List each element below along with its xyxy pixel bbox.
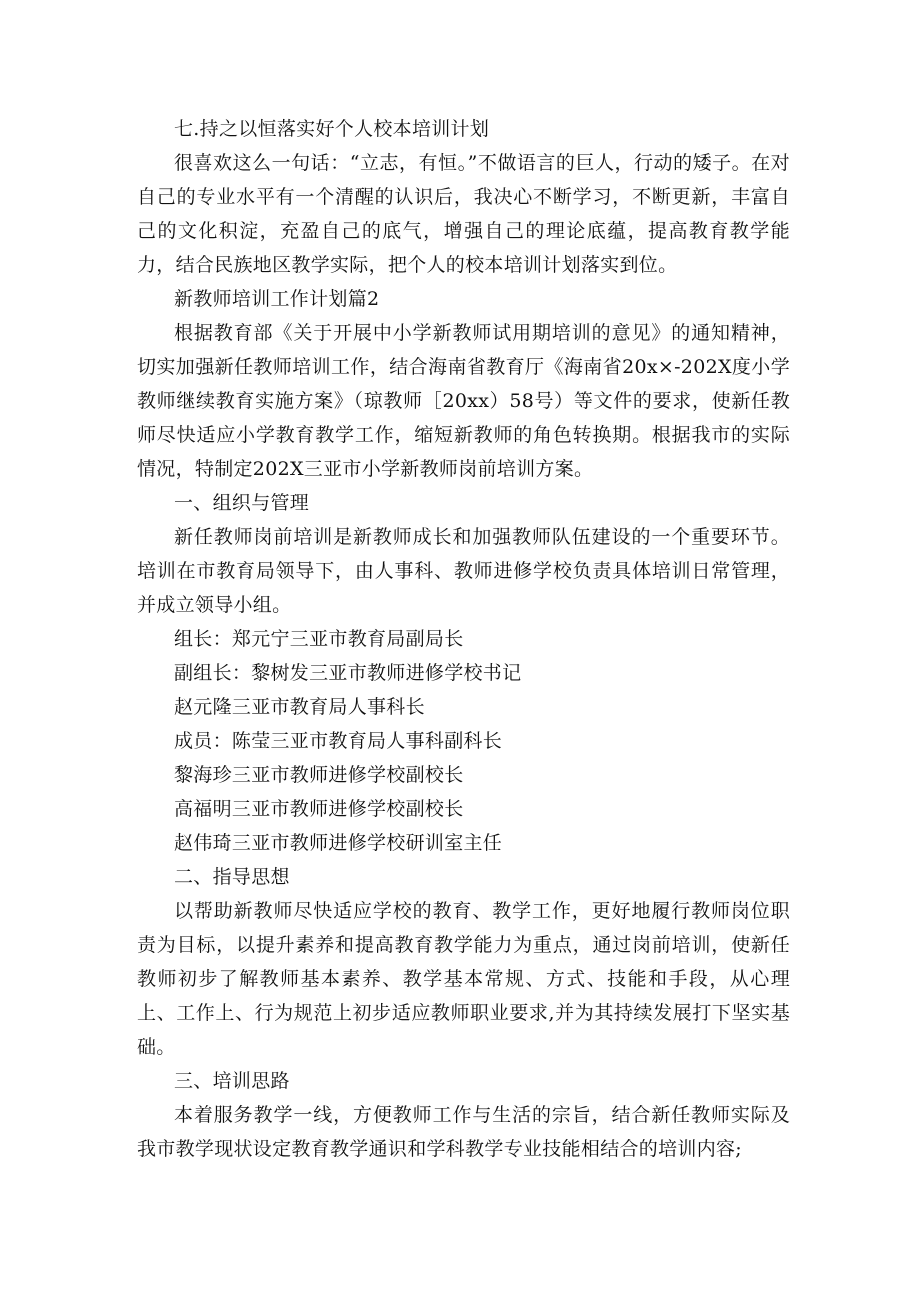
member-list-item: 黎海珍三亚市教师进修学校副校长 — [174, 764, 464, 786]
body-paragraph: 新任教师岗前培训是新教师成长和加强教师队伍建设的一个重要环节。培训在市教育局领导下，由人事科、教师进修学校负责具体培训日常管理，并成立领导小组。 — [137, 526, 790, 616]
leader-list-item: 组长：郑元宁三亚市教育局副局长 — [174, 628, 464, 650]
document-subtitle: 新教师培训工作计划篇2 — [174, 288, 380, 310]
member-list-item: 赵伟琦三亚市教师进修学校研训室主任 — [174, 832, 503, 854]
member-list-item: 成员：陈莹三亚市教育局人事科副科长 — [174, 730, 503, 752]
member-list-item: 高福明三亚市教师进修学校副校长 — [174, 798, 464, 820]
section-heading-seven: 七.持之以恒落实好个人校本培训计划 — [174, 118, 490, 140]
body-paragraph: 根据教育部《关于开展中小学新教师试用期培训的意见》的通知精神，切实加强新任教师培训工作，结合海南省教育厅《海南省20x×-202X度小学教师继续教育实施方案》（琼教师［20xx）58号）等文件的要求，使新任教师尽快适应小学教育教学工作，缩短新教师的角色转换期。根据我市的实际情况，特制定202X三亚市小学新教师岗前培训方案。 — [137, 322, 790, 480]
document-page — [137, 112, 790, 1166]
body-paragraph: 很喜欢这么一句话：“立志，有恒。”不做语言的巨人，行动的矮子。在对自己的专业水平有一个清醒的认识后，我决心不断学习，不断更新，丰富自己的文化积淀，充盈自己的底气，增强自己的理论底蕴，提高教育教学能力，结合民族地区教学实际，把个人的校本培训计划落实到位。 — [137, 152, 790, 276]
section-heading-training-approach: 三、培训思路 — [174, 1070, 290, 1092]
leader-list-item: 副组长：黎树发三亚市教师进修学校书记 — [174, 662, 522, 684]
body-paragraph: 本着服务教学一线，方便教师工作与生活的宗旨，结合新任教师实际及我市教学现状设定教育教学通识和学科教学专业技能相结合的培训内容; — [137, 1104, 790, 1160]
leader-list-item: 赵元隆三亚市教育局人事科长 — [174, 696, 425, 718]
section-heading-organization: 一、组织与管理 — [174, 492, 310, 514]
body-paragraph: 以帮助新教师尽快适应学校的教育、教学工作，更好地履行教师岗位职责为目标，以提升素养和提高教育教学能力为重点，通过岗前培训，使新任教师初步了解教师基本素养、教学基本常规、方式、技能和手段，从心理上、工作上、行为规范上初步适应教师职业要求,并为其持续发展打下坚实基础。 — [137, 900, 790, 1058]
section-heading-guiding-ideology: 二、指导思想 — [174, 866, 290, 888]
